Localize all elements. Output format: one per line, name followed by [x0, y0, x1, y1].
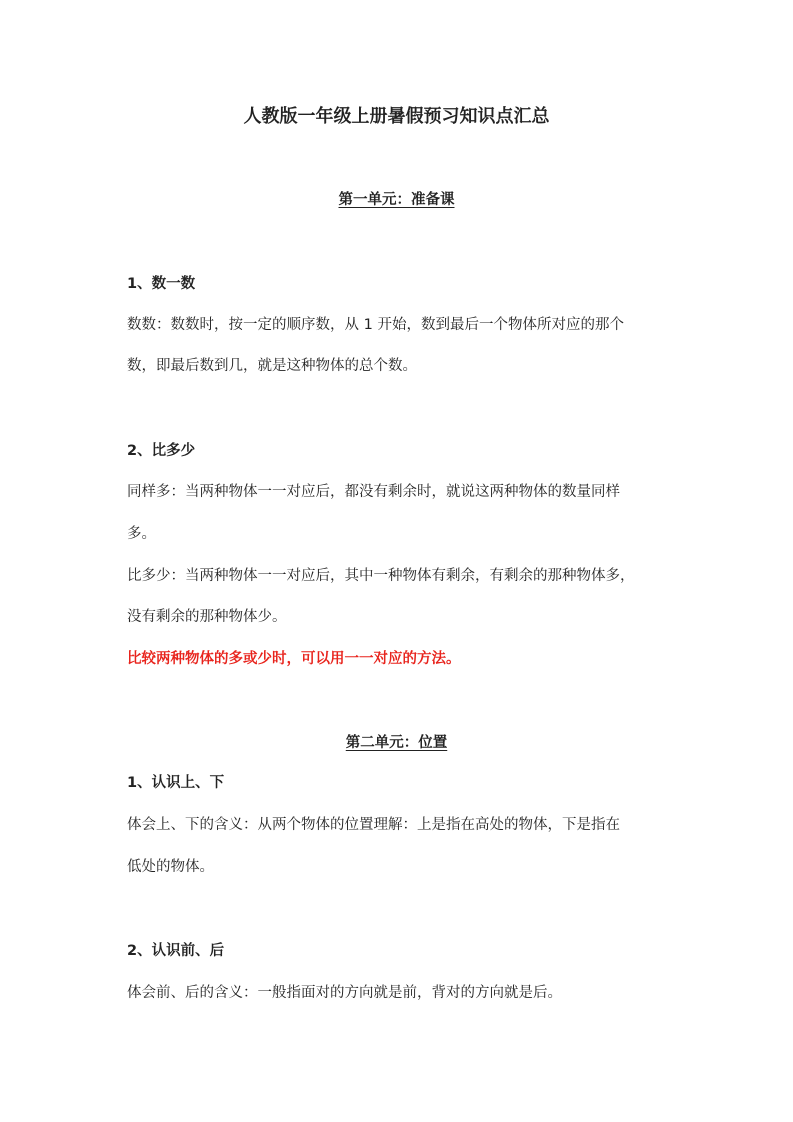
unit-1-section-1-heading: 1、数一数 [127, 276, 196, 292]
unit-1-section-2-line-4: 没有剩余的那种物体少。 [127, 609, 287, 625]
unit-2-section-2-heading: 2、认识前、后 [127, 943, 225, 959]
unit-1-section-2-heading: 2、比多少 [127, 443, 196, 459]
unit-1-section-2-line-2: 多。 [127, 526, 156, 542]
unit-1-section-2-line-3: 比多少：当两种物体一一对应后，其中一种物体有剩余，有剩余的那种物体多， [127, 568, 635, 584]
unit-2-section-1-line-1: 体会上、下的含义：从两个物体的位置理解：上是指在高处的物体，下是指在 [127, 817, 620, 833]
unit-2-section-2-line-1: 体会前、后的含义：一般指面对的方向就是前，背对的方向就是后。 [127, 985, 562, 1001]
unit-1-section-2-highlight: 比较两种物体的多或少时，可以用一一对应的方法。 [127, 651, 461, 667]
unit-1-section-2-line-1: 同样多：当两种物体一一对应后，都没有剩余时，就说这两种物体的数量同样 [127, 484, 620, 500]
unit-1-section-1-line-1: 数数：数数时，按一定的顺序数，从 1 开始，数到最后一个物体所对应的那个 [127, 317, 624, 333]
unit-1-section-1-line-2: 数，即最后数到几，就是这种物体的总个数。 [127, 358, 417, 374]
unit-2-title: 第二单元：位置 [345, 735, 448, 751]
unit-2-section-1-heading: 1、认识上、下 [127, 775, 225, 791]
document-title: 人教版一年级上册暑假预习知识点汇总 [243, 106, 550, 127]
unit-2-section-1-line-2: 低处的物体。 [127, 859, 214, 875]
unit-1-title: 第一单元：准备课 [338, 192, 455, 208]
